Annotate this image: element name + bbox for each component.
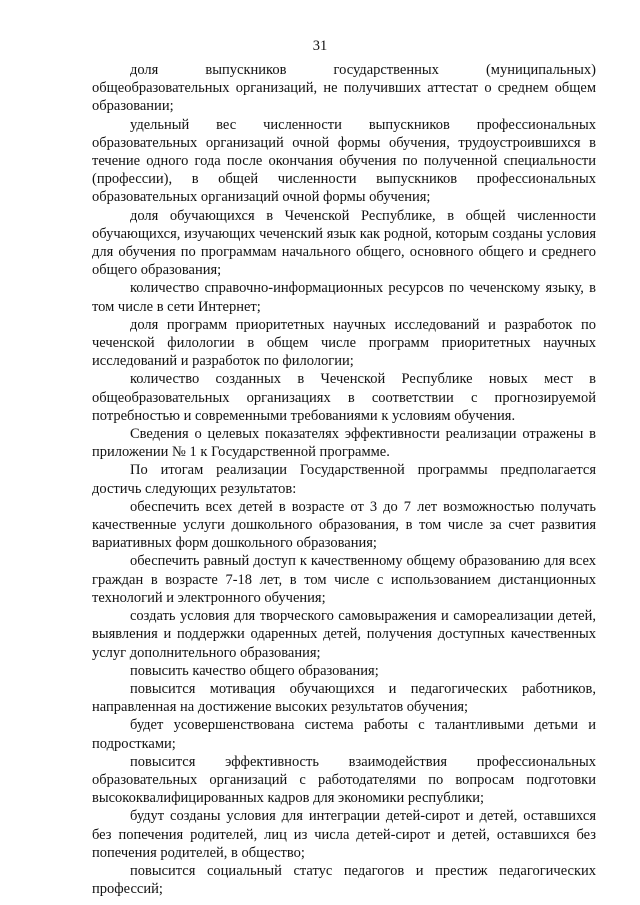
paragraph: будут созданы условия для интеграции детей-сирот и детей, оставшихся без попечения родителей, лиц из числа детей-сирот и детей, оставшихся без попечения родителей, в общество;	[92, 808, 596, 861]
page-number: 31	[312, 38, 328, 54]
paragraph: повысится эффективность взаимодействия профессиональных образовательных организаций с работодателями по вопросам подготовки высококвалифицированных кадров для экономики республики;	[92, 753, 596, 807]
paragraph: удельный вес численности выпускников профессиональных образовательных организаций очной формы обучения, трудоустроившихся в течение одного года после окончания обучения по полученной специальности (профессии), в общей численности выпускников профессиональных образовательных организаций очной формы обучения;	[92, 116, 596, 206]
paragraph: обеспечить равный доступ к качественному общему образованию для всех граждан в возрасте 7-18 лет, в том числе с использованием дистанционных технологий и электронного обучения;	[92, 553, 596, 606]
paragraph: количество созданных в Чеченской Республике новых мест в общеобразовательных организациях в соответствии с прогнозируемой потребностью и современными требованиями к условиям обучения.	[92, 371, 596, 424]
paragraph: количество справочно-информационных ресурсов по чеченскому языку, в том числе в сети Интернет;	[92, 280, 596, 315]
paragraph: повысить качество общего образования;	[130, 662, 379, 679]
paragraph: повысится мотивация обучающихся и педагогических работников, направленная на достижение высоких результатов обучения;	[92, 680, 596, 716]
paragraph: По итогам реализации Государственной программы предполагается достичь следующих результатов:	[92, 462, 596, 497]
paragraph: создать условия для творческого самовыражения и самореализации детей, выявления и поддержки одаренных детей, получения доступных качественных услуг дополнительного образования;	[92, 608, 596, 661]
paragraph: доля обучающихся в Чеченской Республике, в общей численности обучающихся, изучающих чеченский язык как родной, которым созданы условия для обучения по программам начального общего, основного общего и среднего общего образования;	[92, 207, 596, 279]
paragraph: Сведения о целевых показателях эффективности реализации отражены в приложении № 1 к Государственной программе.	[92, 426, 596, 461]
paragraph: доля выпускников государственных (муниципальных) общеобразовательных организаций, не получивших аттестат о среднем общем образовании;	[92, 62, 596, 115]
paragraph: будет усовершенствована система работы с талантливыми детьми и подростками;	[92, 717, 596, 752]
paragraph: доля программ приоритетных научных исследований и разработок по чеченской филологии в общем числе программ приоритетных научных исследований и разработок по филологии;	[92, 316, 596, 370]
document-body	[92, 61, 596, 898]
paragraph: повысится социальный статус педагогов и престиж педагогических профессий;	[92, 862, 596, 898]
paragraph: обеспечить всех детей в возрасте от 3 до 7 лет возможностью получать качественные услуги дошкольного образования, в том числе за счет развития вариативных форм дошкольного образования;	[92, 498, 596, 552]
